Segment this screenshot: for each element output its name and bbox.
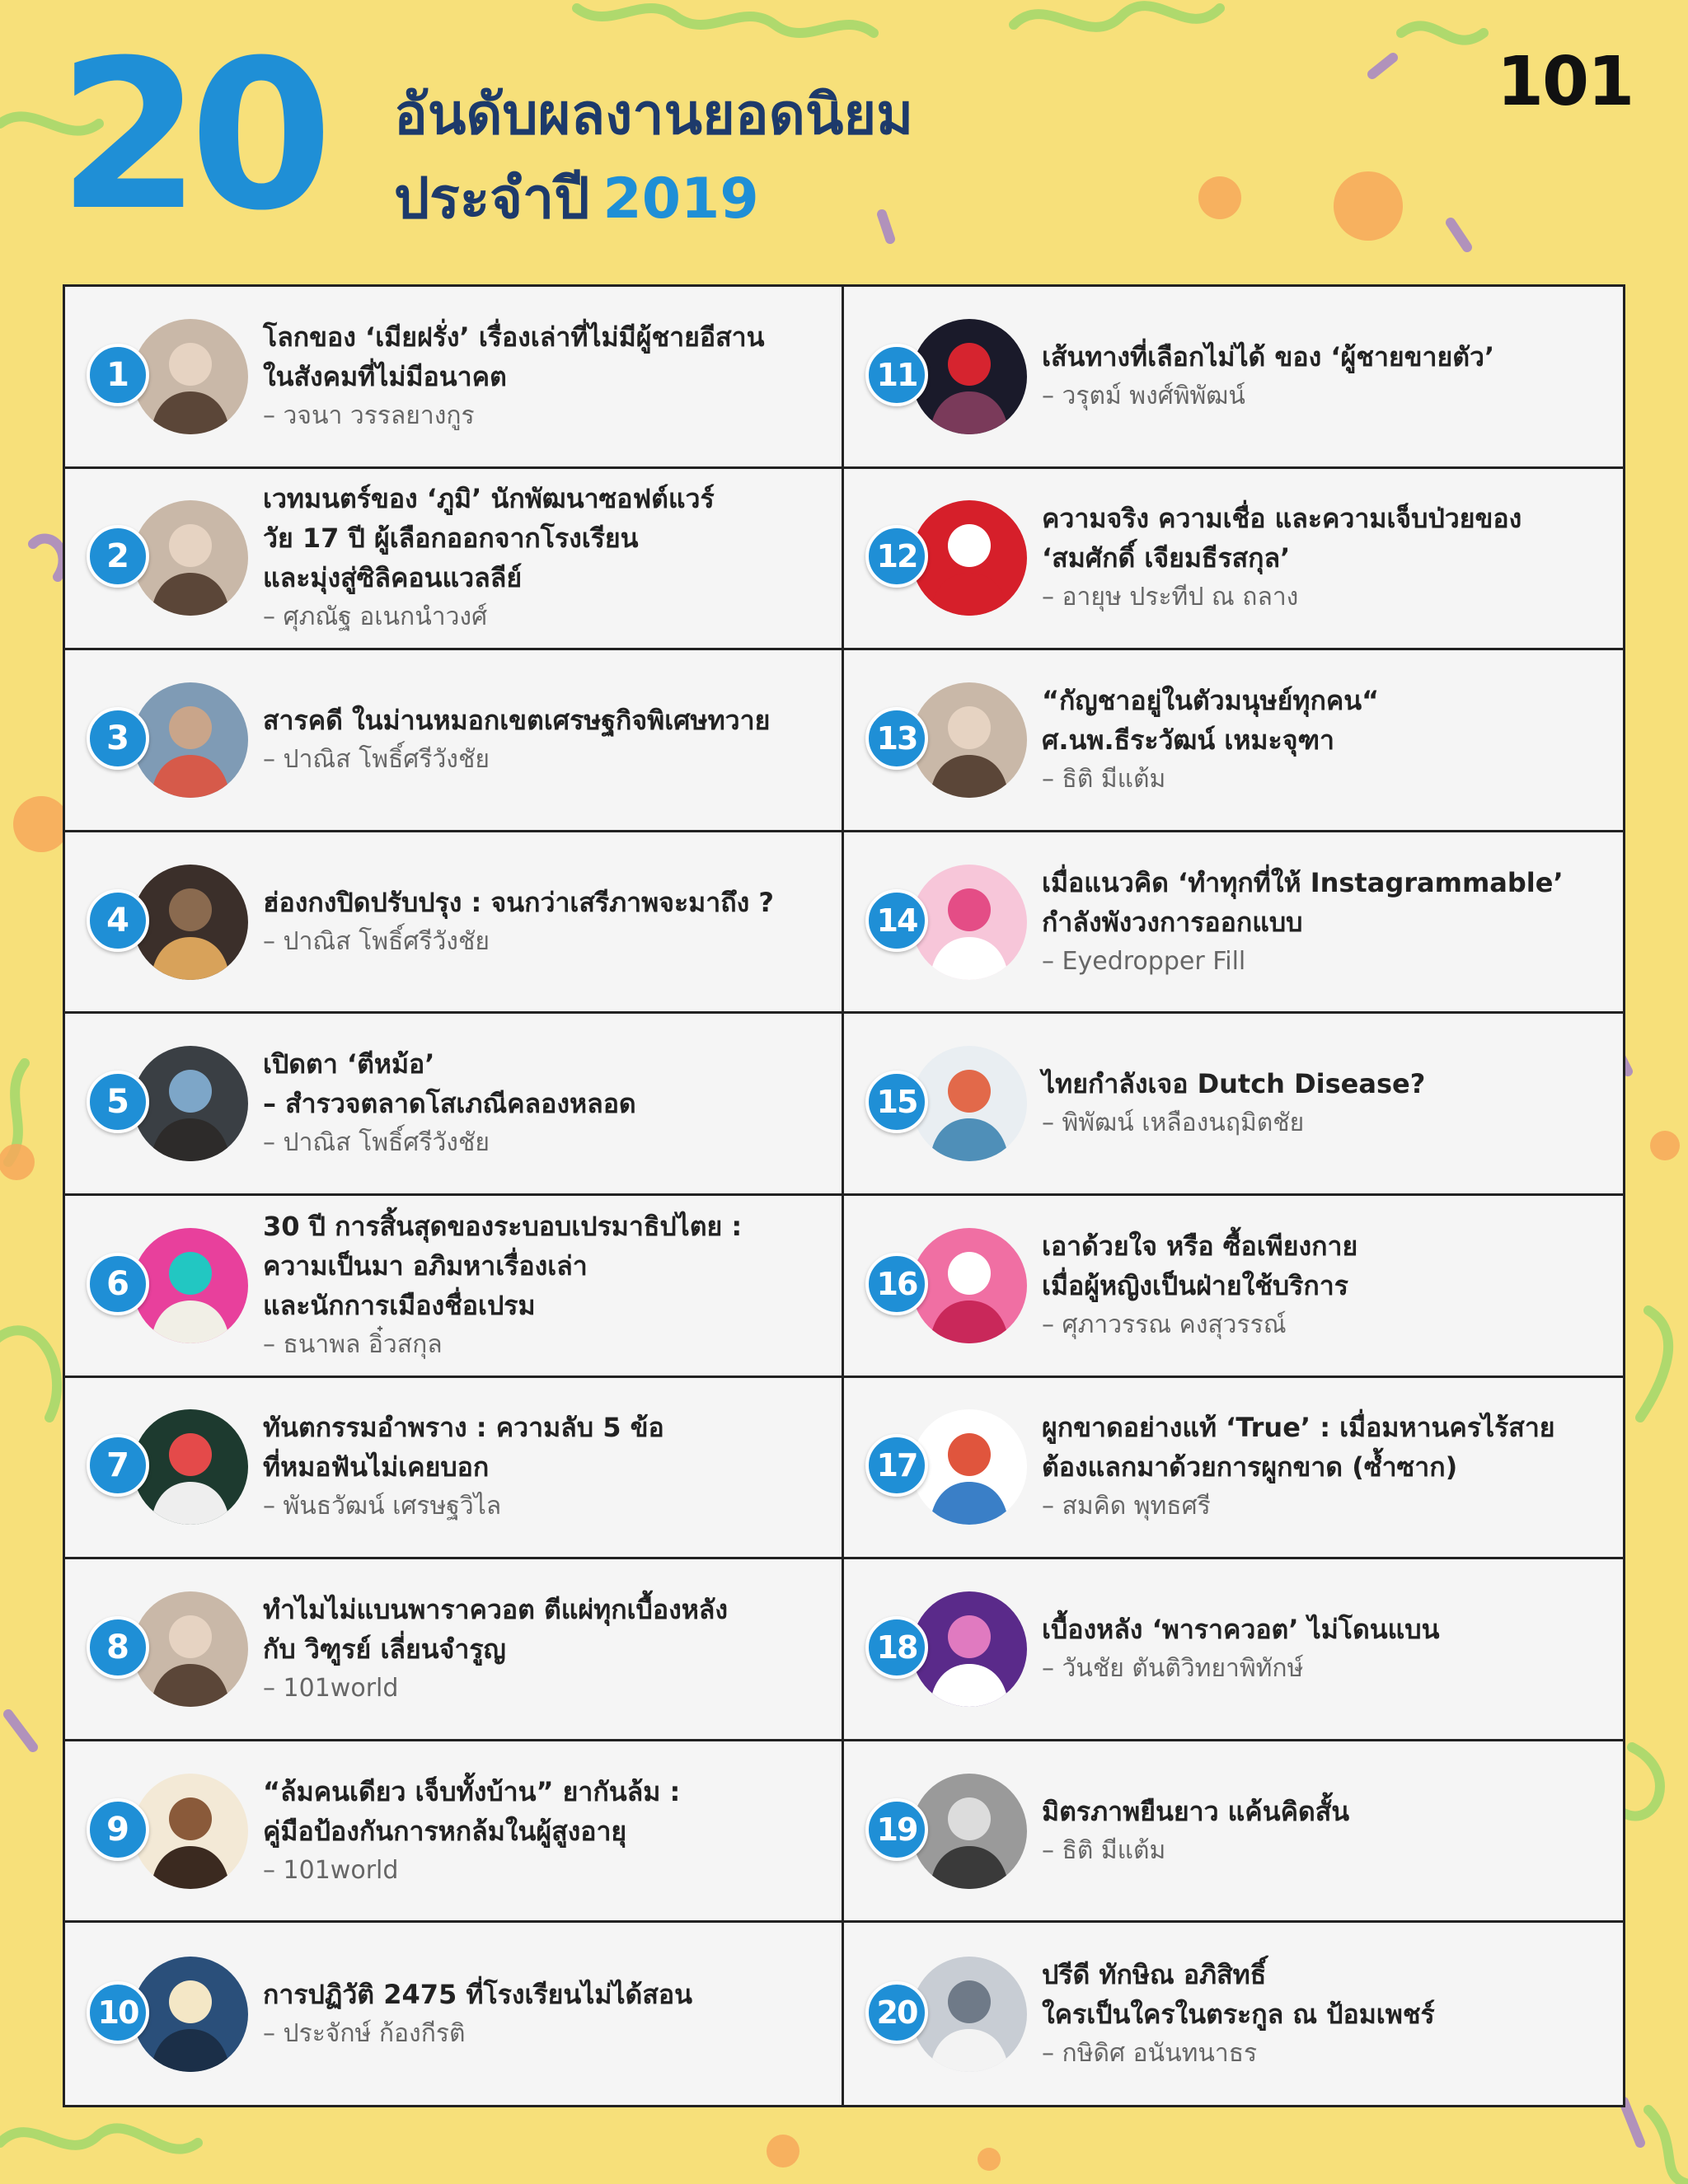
group-photo-icon xyxy=(912,1957,1027,2072)
rank-badge: 5 xyxy=(87,1071,149,1133)
falling-figure-icon xyxy=(133,1774,248,1889)
ranking-item[interactable] xyxy=(65,1741,844,1924)
item-title-line[interactable]: การปฏิวัติ 2475 ที่โรงเรียนไม่ได้สอน xyxy=(263,1978,692,2010)
pink-balls-illustration-icon xyxy=(912,865,1027,980)
protest-photo-icon xyxy=(133,865,248,980)
ranking-item[interactable] xyxy=(844,287,1623,469)
item-author: – วรุตม์ พงศ์พิพัฒน์ xyxy=(1042,381,1245,410)
rank-badge: 4 xyxy=(87,889,149,952)
ranking-item[interactable] xyxy=(65,1923,844,2105)
item-title-line[interactable]: ต้องแลกมาด้วยการผูกขาด (ซ้ำซาก) xyxy=(1042,1451,1458,1483)
item-author: – พันธวัฒน์ เศรษฐวิไล xyxy=(263,1492,502,1521)
item-text xyxy=(1042,1792,1349,1871)
item-author: – ประจักษ์ ก้องกีรติ xyxy=(263,2018,466,2048)
item-author: – ศุภณัฐ อเนกนำวงศ์ xyxy=(263,602,488,632)
item-title-line[interactable]: เมื่อแนวคิด ‘ทำทุกที่ให้ Instagrammable’ xyxy=(1042,866,1564,898)
item-author: – 101world xyxy=(263,1673,399,1703)
rank-badge: 20 xyxy=(865,1981,928,2044)
item-title-line[interactable]: สารคดี ในม่านหมอกเขตเศรษฐกิจพิเศษทวาย xyxy=(263,704,771,736)
item-title-line[interactable]: ไทยกำลังเจอ Dutch Disease? xyxy=(1042,1068,1426,1100)
item-title-line[interactable]: ฮ่องกงปิดปรับปรุง : จนกว่าเสรีภาพจะมาถึง ? xyxy=(263,886,774,918)
rank-badge: 9 xyxy=(87,1798,149,1861)
ranking-item[interactable] xyxy=(65,1559,844,1741)
person-photo-icon xyxy=(133,1046,248,1161)
item-author: – ธิติ มีแต้ม xyxy=(1042,1835,1166,1865)
item-author: – ปาณิส โพธิ์ศรีวังชัย xyxy=(263,926,490,956)
ranking-item[interactable] xyxy=(65,832,844,1015)
ranking-list xyxy=(63,284,1625,2107)
rank-badge: 6 xyxy=(87,1253,149,1315)
item-title-line[interactable]: “ล้มคนเดียว เจ็บทั้งบ้าน” ยากันล้ม : xyxy=(263,1775,681,1807)
stage-photo-icon xyxy=(912,319,1027,434)
item-title-line[interactable]: และมุ่งสู่ซิลิคอนแวลลีย์ xyxy=(263,562,523,594)
item-title-line[interactable]: ‘สมศักดิ์ เจียมธีรสกุล’ xyxy=(1042,542,1291,574)
bw-portrait-photo-icon xyxy=(912,1774,1027,1889)
item-author: – อายุษ ประทีป ณ ถลาง xyxy=(1042,583,1299,612)
item-author: – 101world xyxy=(263,1855,399,1885)
ranking-item[interactable] xyxy=(844,469,1623,651)
item-text xyxy=(1042,337,1494,416)
page-subtitle xyxy=(394,153,759,242)
rank-badge: 16 xyxy=(865,1253,928,1315)
item-title-line[interactable]: วัย 17 ปี ผู้เลือกออกจากโรงเรียน xyxy=(263,523,639,555)
purple-illustration-icon xyxy=(912,1591,1027,1707)
item-title-line[interactable]: ความเป็นมา อภิมหาเรื่องเล่า xyxy=(263,1249,588,1282)
portrait-photo-icon xyxy=(133,500,248,616)
big-rank-number: 20 xyxy=(58,16,321,255)
ranking-item[interactable] xyxy=(65,1378,844,1560)
classroom-illustration-icon xyxy=(133,1957,248,2072)
item-title-line[interactable]: กับ วิฑูรย์ เลี่ยนจำรูญ xyxy=(263,1633,506,1665)
item-title-line[interactable]: เวทมนตร์ของ ‘ภูมิ’ นักพัฒนาซอฟต์แวร์ xyxy=(263,483,715,515)
item-title-line[interactable]: โลกของ ‘เมียฝรั่ง’ เรื่องเล่าที่ไม่มีผู้ชายอีสาน xyxy=(263,321,765,353)
year-label: 2019 xyxy=(603,166,759,232)
item-title-line[interactable]: เมื่อผู้หญิงเป็นฝ่ายใช้บริการ xyxy=(1042,1269,1348,1301)
rank-badge: 17 xyxy=(865,1434,928,1497)
item-title-line[interactable]: และนักการเมืองชื่อเปรม xyxy=(263,1289,536,1321)
item-title-line[interactable]: ปรีดี ทักษิณ อภิสิทธิ์ xyxy=(1042,1958,1267,1990)
item-text xyxy=(1042,1064,1425,1143)
item-title-line[interactable]: กำลังพังวงการออกแบบ xyxy=(1042,906,1303,938)
item-author: – สมคิด พุทธศรี xyxy=(1042,1492,1211,1521)
ranking-item[interactable] xyxy=(844,1559,1623,1741)
item-text xyxy=(1042,681,1379,799)
ranking-item[interactable] xyxy=(844,832,1623,1015)
rank-badge: 15 xyxy=(865,1071,928,1133)
item-text xyxy=(1042,863,1564,982)
rank-badge: 3 xyxy=(87,707,149,770)
item-text xyxy=(263,883,774,962)
item-text xyxy=(1042,1408,1555,1526)
tangled-wires-icon xyxy=(912,1409,1027,1525)
item-text xyxy=(263,1772,680,1891)
rank-badge: 2 xyxy=(87,525,149,588)
item-title-line[interactable]: ที่หมอฟันไม่เคยบอก xyxy=(263,1451,490,1483)
item-title-line[interactable]: ความจริง ความเชื่อ และความเจ็บป่วยของ xyxy=(1042,503,1522,535)
item-text xyxy=(263,479,715,637)
item-author: – วันชัย ตันติวิทยาพิทักษ์ xyxy=(1042,1653,1304,1683)
item-title-line[interactable]: มิตรภาพยืนยาว แค้นคิดสั้น xyxy=(1042,1795,1350,1827)
rank-badge: 11 xyxy=(865,344,928,406)
page-title: อันดับผลงานยอดนิยม xyxy=(394,82,914,148)
rank-badge: 1 xyxy=(87,344,149,406)
item-author: – วจนา วรรลยางกูร xyxy=(263,401,475,430)
item-text xyxy=(1042,1610,1439,1689)
item-text xyxy=(263,317,764,436)
rank-badge: 18 xyxy=(865,1616,928,1679)
item-title-line[interactable]: ผูกขาดอย่างแท้ ‘True’ : เมื่อมหานครไร้สาย xyxy=(1042,1412,1555,1444)
rank-badge: 7 xyxy=(87,1434,149,1497)
item-title-line[interactable]: เส้นทางที่เลือกไม่ได้ ของ ‘ผู้ชายขายตัว’ xyxy=(1042,340,1495,373)
item-title-line[interactable]: “กัญชาอยู่ในตัวมนุษย์ทุกคน“ xyxy=(1042,684,1380,716)
item-title-line[interactable]: เปิดตา ‘ตีหม้อ’ xyxy=(263,1048,435,1080)
ranking-item[interactable] xyxy=(65,1014,844,1196)
portrait-photo-icon xyxy=(912,682,1027,798)
ranking-item[interactable] xyxy=(844,1923,1623,2105)
item-title-line[interactable]: คู่มือป้องกันการหกล้มในผู้สูงอายุ xyxy=(263,1815,627,1847)
ranking-item[interactable] xyxy=(65,1196,844,1378)
ranking-item[interactable] xyxy=(844,1014,1623,1196)
item-title-line[interactable]: ทำไมไม่แบนพาราควอต ตีแผ่ทุกเบื้องหลัง xyxy=(263,1593,729,1625)
item-text xyxy=(1042,1955,1435,2074)
portrait-photo-icon xyxy=(133,1591,248,1707)
item-author: – ธนาพล อิ๋วสกุล xyxy=(263,1329,443,1359)
item-text xyxy=(263,1044,636,1163)
ranking-item[interactable] xyxy=(844,1378,1623,1560)
item-text xyxy=(263,701,770,780)
pink-figure-illustration-icon xyxy=(912,1228,1027,1343)
rank-badge: 10 xyxy=(87,1981,149,2044)
teeth-illustration-icon xyxy=(133,1409,248,1525)
item-text xyxy=(263,1975,692,2054)
item-text xyxy=(263,1590,728,1708)
item-text xyxy=(263,1207,742,1365)
item-text xyxy=(1042,499,1522,617)
crowd-photo-icon xyxy=(133,682,248,798)
item-author: – ปาณิส โพธิ์ศรีวังชัย xyxy=(263,1128,490,1158)
rank-badge: 8 xyxy=(87,1616,149,1679)
item-title-line[interactable]: ใครเป็นใครในตระกูล ณ ป้อมเพชร์ xyxy=(1042,1998,1435,2030)
header xyxy=(0,0,1688,272)
illustration-portrait-icon xyxy=(133,1228,248,1343)
ranking-item[interactable] xyxy=(65,469,844,651)
item-text xyxy=(263,1408,664,1526)
item-title-line[interactable]: – สำรวจตลาดโสเภณีคลองหลอด xyxy=(263,1088,636,1120)
item-title-line[interactable]: ทันตกรรมอำพราง : ความลับ 5 ข้อ xyxy=(263,1412,664,1444)
line-portrait-icon xyxy=(912,500,1027,616)
item-title-line[interactable]: ศ.นพ.ธีระวัฒน์ เหมะจุฑา xyxy=(1042,724,1334,756)
ranking-item[interactable] xyxy=(844,1196,1623,1378)
ranking-item[interactable] xyxy=(844,650,1623,832)
item-text xyxy=(1042,1226,1357,1345)
item-title-line[interactable]: ในสังคมที่ไม่มีอนาคต xyxy=(263,360,507,392)
item-title-line[interactable]: เบื้องหลัง ‘พาราควอต’ ไม่โดนแบน xyxy=(1042,1613,1440,1645)
rank-badge: 14 xyxy=(865,889,928,952)
item-author: – ศุภาวรรณ คงสุวรรณ์ xyxy=(1042,1310,1287,1339)
rank-badge: 13 xyxy=(865,707,928,770)
item-author: – Eyedropper Fill xyxy=(1042,946,1246,976)
portrait-photo-icon xyxy=(133,319,248,434)
brand-logo[interactable]: 101 xyxy=(1497,43,1634,121)
item-title-line[interactable]: 30 ปี การสิ้นสุดของระบอบเปรมาธิปไตย : xyxy=(263,1210,743,1242)
item-title-line[interactable]: เอาด้วยใจ หรือ ซื้อเพียงกาย xyxy=(1042,1230,1358,1262)
rank-badge: 19 xyxy=(865,1798,928,1861)
item-author: – กษิดิศ อนันทนาธร xyxy=(1042,2038,1258,2068)
ranking-item[interactable] xyxy=(65,650,844,832)
item-author: – พิพัฒน์ เหลืองนฤมิตชัย xyxy=(1042,1108,1305,1138)
ranking-item[interactable] xyxy=(65,287,844,469)
city-illustration-icon xyxy=(912,1046,1027,1161)
item-author: – ปาณิส โพธิ์ศรีวังชัย xyxy=(263,744,490,774)
subtitle-text: ประจำปี xyxy=(394,166,590,232)
ranking-item[interactable] xyxy=(844,1741,1623,1924)
rank-badge: 12 xyxy=(865,525,928,588)
item-author: – ธิติ มีแต้ม xyxy=(1042,764,1166,794)
